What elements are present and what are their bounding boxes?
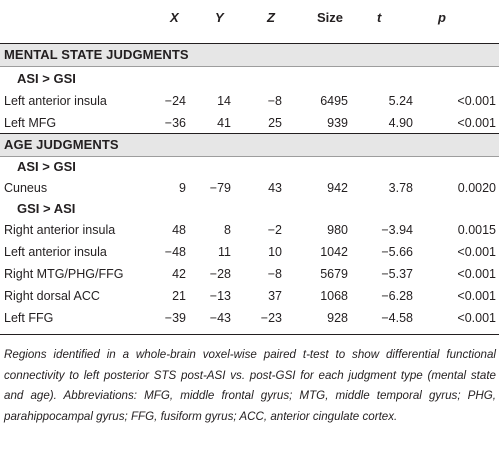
table-caption: Regions identified in a whole-brain voxel-wise paired t-test to show differential functional connectivity to left posterior STS post-ASI vs. post-GSI for each judgment type (mental state and age). Abbreviations: MFG, middle frontal gyrus; MTG, middle temporal gyrus; PHG, parahippocampal gyrus; FFG, fusiform gyrus; ACC, anterior cingulate cortex. — [4, 348, 496, 423]
cell-region: Right dorsal ACC — [4, 289, 100, 303]
section-title: AGE JUDGMENTS — [4, 137, 119, 152]
cell-size: 1042 — [320, 245, 348, 259]
header-z: Z — [267, 10, 275, 25]
cell-x: 48 — [172, 223, 186, 237]
cell-region: Left MFG — [4, 116, 57, 130]
header-p: p — [438, 10, 446, 25]
cell-t: −6.28 — [381, 289, 413, 303]
cell-x: −39 — [164, 311, 186, 325]
cell-t: −4.58 — [381, 311, 413, 325]
group-label: GSI > ASI — [17, 201, 76, 216]
cell-p: <0.001 — [457, 116, 496, 130]
cell-size: 980 — [327, 223, 348, 237]
cell-z: 43 — [268, 181, 282, 195]
cell-region: Right MTG/PHG/FFG — [4, 267, 124, 281]
table-row — [0, 242, 499, 264]
cell-y: 8 — [224, 223, 231, 237]
header-t: t — [377, 10, 382, 25]
cell-y: 11 — [218, 245, 231, 259]
cell-t: −3.94 — [381, 223, 413, 237]
cell-t: −5.37 — [381, 267, 413, 281]
group-label: ASI > GSI — [17, 71, 76, 86]
cell-z: 37 — [268, 289, 282, 303]
section-header-age — [0, 133, 499, 157]
section-header-mental-state — [0, 43, 499, 67]
table-row — [0, 178, 499, 200]
cell-size: 5679 — [320, 267, 348, 281]
table-row — [0, 113, 499, 135]
cell-region: Left FFG — [4, 311, 54, 325]
table-bottom-rule — [0, 334, 499, 335]
cell-p: 0.0020 — [457, 181, 496, 195]
cell-p: <0.001 — [457, 267, 496, 281]
cell-z: −8 — [267, 267, 282, 281]
cell-z: −2 — [267, 223, 282, 237]
cell-p: <0.001 — [457, 311, 496, 325]
cell-z: −23 — [260, 311, 282, 325]
cell-t: −5.66 — [381, 245, 413, 259]
cell-x: −48 — [164, 245, 186, 259]
cell-p: <0.001 — [457, 289, 496, 303]
cell-x: 21 — [172, 289, 186, 303]
cell-p: <0.001 — [457, 94, 496, 108]
cell-region: Right anterior insula — [4, 223, 116, 237]
cell-y: −43 — [209, 311, 231, 325]
cell-x: −36 — [164, 116, 186, 130]
cell-region: Left anterior insula — [4, 245, 107, 259]
group-label: ASI > GSI — [17, 159, 76, 174]
header-size: Size — [317, 10, 344, 25]
cell-z: 25 — [268, 116, 282, 130]
cell-x: −24 — [164, 94, 186, 108]
cell-y: −13 — [209, 289, 231, 303]
cell-size: 928 — [327, 311, 348, 325]
cell-t: 4.90 — [388, 116, 413, 130]
table-row — [0, 220, 499, 242]
section-title: MENTAL STATE JUDGMENTS — [4, 47, 189, 62]
cell-x: 42 — [172, 267, 186, 281]
cell-t: 5.24 — [388, 94, 413, 108]
cell-y: 14 — [217, 94, 231, 108]
cell-x: 9 — [179, 181, 186, 195]
cell-z: −8 — [267, 94, 282, 108]
header-y: Y — [215, 10, 224, 25]
table-row — [0, 286, 499, 308]
cell-size: 6495 — [320, 94, 348, 108]
header-x: X — [170, 10, 179, 25]
cell-y: −28 — [209, 267, 231, 281]
table-row — [0, 264, 499, 286]
cell-y: −79 — [209, 181, 231, 195]
table-header-row — [0, 0, 499, 44]
cell-size: 942 — [327, 181, 348, 195]
cell-y: 41 — [217, 116, 231, 130]
cell-region: Cuneus — [4, 181, 48, 195]
cell-size: 1068 — [320, 289, 348, 303]
cell-size: 939 — [327, 116, 348, 130]
table-row — [0, 308, 499, 330]
cell-p: 0.0015 — [457, 223, 496, 237]
cell-p: <0.001 — [457, 245, 496, 259]
cell-region: Left anterior insula — [4, 94, 107, 108]
cell-t: 3.78 — [388, 181, 413, 195]
table-row — [0, 91, 499, 113]
cell-z: 10 — [268, 245, 282, 259]
